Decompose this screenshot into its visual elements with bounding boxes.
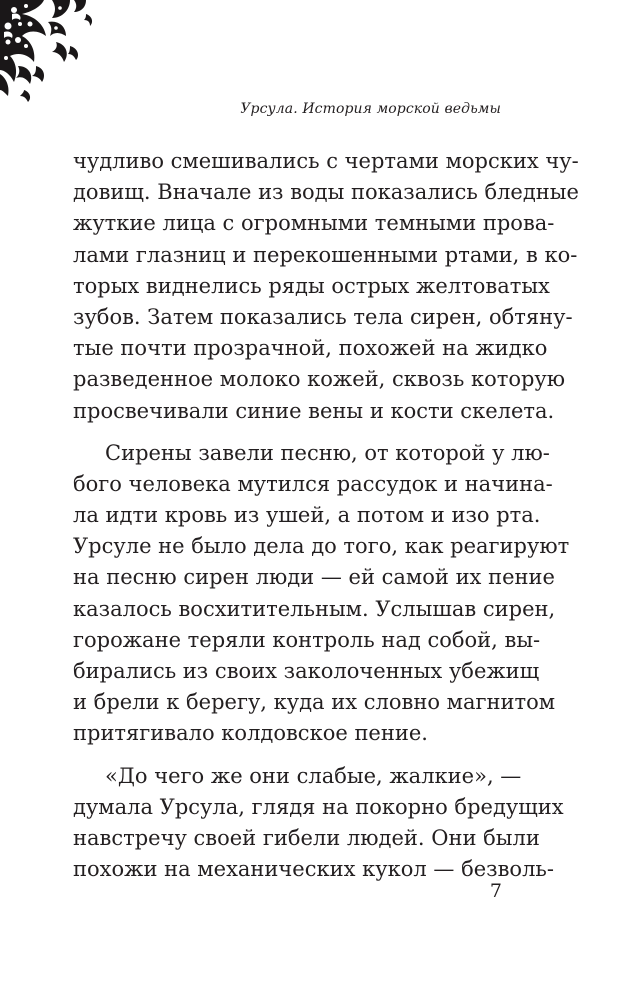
body-text [73,146,579,885]
ornament-corner-icon [0,0,96,102]
text-line: довищ. Вначале из воды показались бледные [73,180,579,205]
text-line: просвечивали синие вены и кости скелета. [73,398,555,423]
text-line: Сирены завели песню, от которой у лю- [105,440,550,465]
running-header: Урсула. История морской ведьмы [240,101,501,117]
text-line: тые почти прозрачной, похожей на жидко [73,336,548,361]
text-line: зубов. Затем показались тела сирен, обтяну- [73,304,573,329]
text-line: бирались из своих заколоченных убежищ [73,659,540,683]
paragraph-1 [73,146,579,427]
text-line: Урсуле не было дела до того, как реагируют [73,534,570,559]
text-line: притягивало колдовское пение. [73,721,428,746]
paragraph-3 [73,761,564,886]
text-line: чудливо смешивались с чертами морских чу- [73,149,579,173]
text-line: разведенное молоко кожей, сквозь которую [73,367,566,392]
text-line: казалось восхитительным. Услышав сирен, [73,596,556,621]
paragraph-2 [73,438,570,750]
text-line: и брели к берегу, куда их словно магнитом [73,690,556,715]
text-line: думала Урсула, глядя на покорно бредущих [73,794,564,819]
text-line: на песню сирен люди — ей самой их пение [73,565,555,590]
text-line: торых виднелись ряды острых желтоватых [73,273,550,298]
text-line: лами глазниц и перекошенными ртами, в ко- [73,242,578,267]
text-line: ла идти кровь из ушей, а потом и изо рта. [73,503,541,528]
text-line: похожи на механических кукол — безволь- [73,857,554,882]
text-line: горожане теряли контроль над собой, вы- [73,627,541,652]
text-line: жуткие лица с огромными темными прова- [73,211,555,236]
text-line: бого человека мутился рассудок и начина- [73,471,553,496]
text-line: навстречу своей гибели людей. Они были [73,825,540,850]
page-number: 7 [489,880,502,902]
text-line: «До чего же они слабые, жалкие», — [105,763,522,788]
